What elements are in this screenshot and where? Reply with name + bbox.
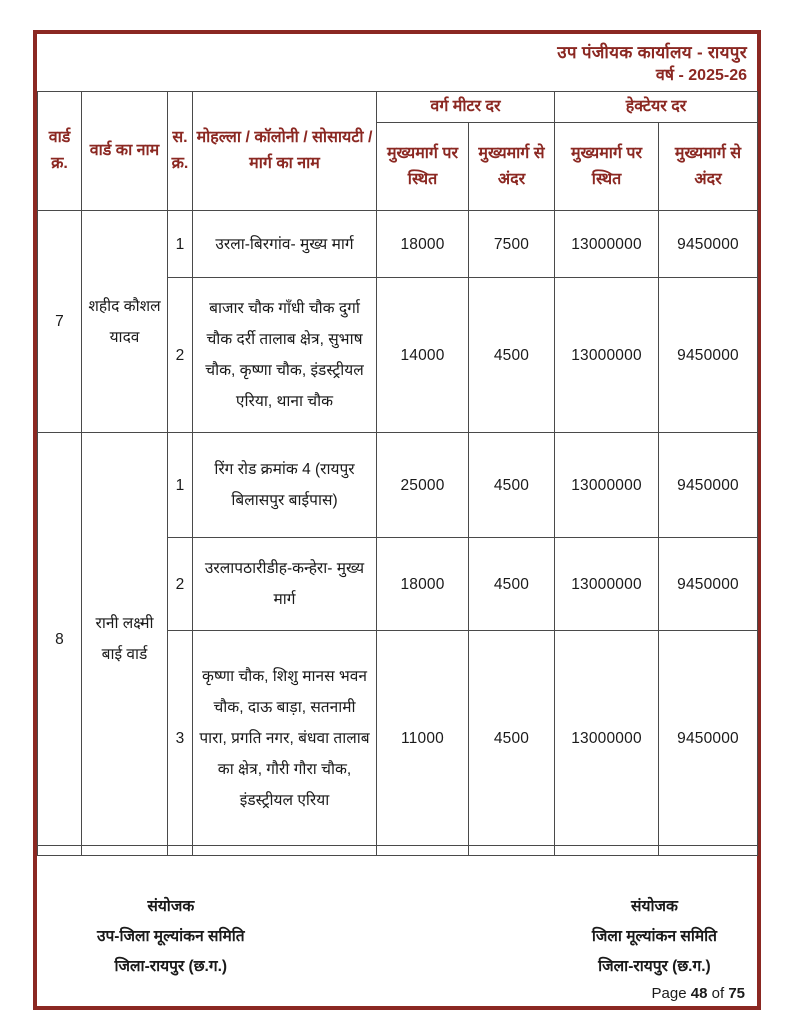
hectare-inside-rate-cell: 9450000 (659, 433, 758, 538)
district-label: जिला-रायपुर (छ.ग.) (114, 958, 228, 975)
sqm-on-road-rate-cell: 18000 (377, 211, 469, 278)
hectare-on-road-rate-cell: 13000000 (555, 278, 659, 433)
sqm-inside-rate-cell: 4500 (469, 278, 555, 433)
hectare-inside-rate-cell: 9450000 (659, 211, 758, 278)
sqm-on-road-rate-cell: 18000 (377, 538, 469, 631)
col-header-serial: स.क्र. (168, 92, 193, 211)
sqm-on-road-rate-cell: 11000 (377, 631, 469, 846)
ward-no-cell: 8 (38, 433, 82, 846)
serial-cell: 3 (168, 631, 193, 846)
sqm-inside-rate-cell: 4500 (469, 538, 555, 631)
committee-name: उप-जिला मूल्यांकन समिति (97, 928, 245, 945)
document-header (37, 34, 757, 91)
table-row-empty (38, 846, 758, 856)
page-number (652, 985, 745, 1002)
col-header-ward-no: वार्ड क्र. (38, 92, 82, 211)
page-word: Page (651, 985, 687, 1002)
sqm-inside-rate-cell: 4500 (469, 631, 555, 846)
ward-no-cell: 7 (38, 211, 82, 433)
page-total: 75 (728, 985, 745, 1002)
mohalla-cell: बाजार चौक गाँधी चौक दुर्गा चौक दर्री तालाब क्षेत्र, सुभाष चौक, कृष्णा चौक, इंडस्ट्रीयल एरिया, थाना चौक (193, 278, 377, 433)
sqm-inside-rate-cell: 7500 (469, 211, 555, 278)
col-header-sqm-on-main-road: मुख्यमार्ग पर स्थित (377, 123, 469, 211)
ward-name-cell: रानी लक्ष्मी बाई वार्ड (82, 433, 168, 846)
ward-name-cell: शहीद कौशल यादव (82, 211, 168, 433)
col-header-hectare-rate: हेक्टेयर दर (555, 92, 758, 123)
hectare-inside-rate-cell: 9450000 (659, 631, 758, 846)
mohalla-cell: उरला-बिरगांव- मुख्य मार्ग (193, 211, 377, 278)
page-current: 48 (690, 985, 708, 1002)
col-header-ha-inside: मुख्यमार्ग से अंदर (659, 123, 758, 211)
signature-block-left (97, 892, 245, 982)
sqm-on-road-rate-cell: 25000 (377, 433, 469, 538)
col-header-sqm-inside: मुख्यमार्ग से अंदर (469, 123, 555, 211)
mohalla-cell: उरलापठारीडीह-कन्हेरा- मुख्य मार्ग (193, 538, 377, 631)
hectare-inside-rate-cell: 9450000 (659, 278, 758, 433)
sqm-on-road-rate-cell: 14000 (377, 278, 469, 433)
serial-cell: 1 (168, 433, 193, 538)
year-label: वर्ष - 2025-26 (655, 67, 747, 84)
hectare-on-road-rate-cell: 13000000 (555, 631, 659, 846)
district-label: जिला-रायपुर (छ.ग.) (598, 958, 711, 975)
signature-footer (37, 892, 757, 982)
col-header-ha-on-main-road: मुख्यमार्ग पर स्थित (555, 123, 659, 211)
table-row (38, 433, 758, 538)
col-header-mohalla: मोहल्ला / कॉलोनी / सोसायटी / मार्ग का नाम (193, 92, 377, 211)
rates-table (37, 91, 758, 856)
table-row (38, 211, 758, 278)
sqm-inside-rate-cell: 4500 (469, 433, 555, 538)
mohalla-cell: रिंग रोड क्रमांक 4 (रायपुर बिलासपुर बाईपास) (193, 433, 377, 538)
col-header-sqm-rate: वर्ग मीटर दर (377, 92, 555, 123)
hectare-on-road-rate-cell: 13000000 (555, 538, 659, 631)
office-title: उप पंजीयक कार्यालय - रायपुर (557, 43, 747, 62)
serial-cell: 1 (168, 211, 193, 278)
committee-name: जिला मूल्यांकन समिति (591, 928, 717, 945)
convener-label: संयोजक (147, 898, 195, 915)
convener-label: संयोजक (630, 898, 678, 915)
hectare-on-road-rate-cell: 13000000 (555, 211, 659, 278)
hectare-inside-rate-cell: 9450000 (659, 538, 758, 631)
of-word: of (711, 985, 725, 1002)
col-header-ward-name: वार्ड का नाम (82, 92, 168, 211)
hectare-on-road-rate-cell: 13000000 (555, 433, 659, 538)
serial-cell: 2 (168, 278, 193, 433)
page-border-frame (33, 30, 761, 1010)
mohalla-cell: कृष्णा चौक, शिशु मानस भवन चौक, दाऊ बाड़ा, सतनामी पारा, प्रगति नगर, बंधवा तालाब का क्षेत्र, गौरी गौरा चौक, इंडस्ट्रीयल एरिया (193, 631, 377, 846)
table-header (38, 92, 758, 211)
serial-cell: 2 (168, 538, 193, 631)
signature-block-right (592, 892, 717, 982)
